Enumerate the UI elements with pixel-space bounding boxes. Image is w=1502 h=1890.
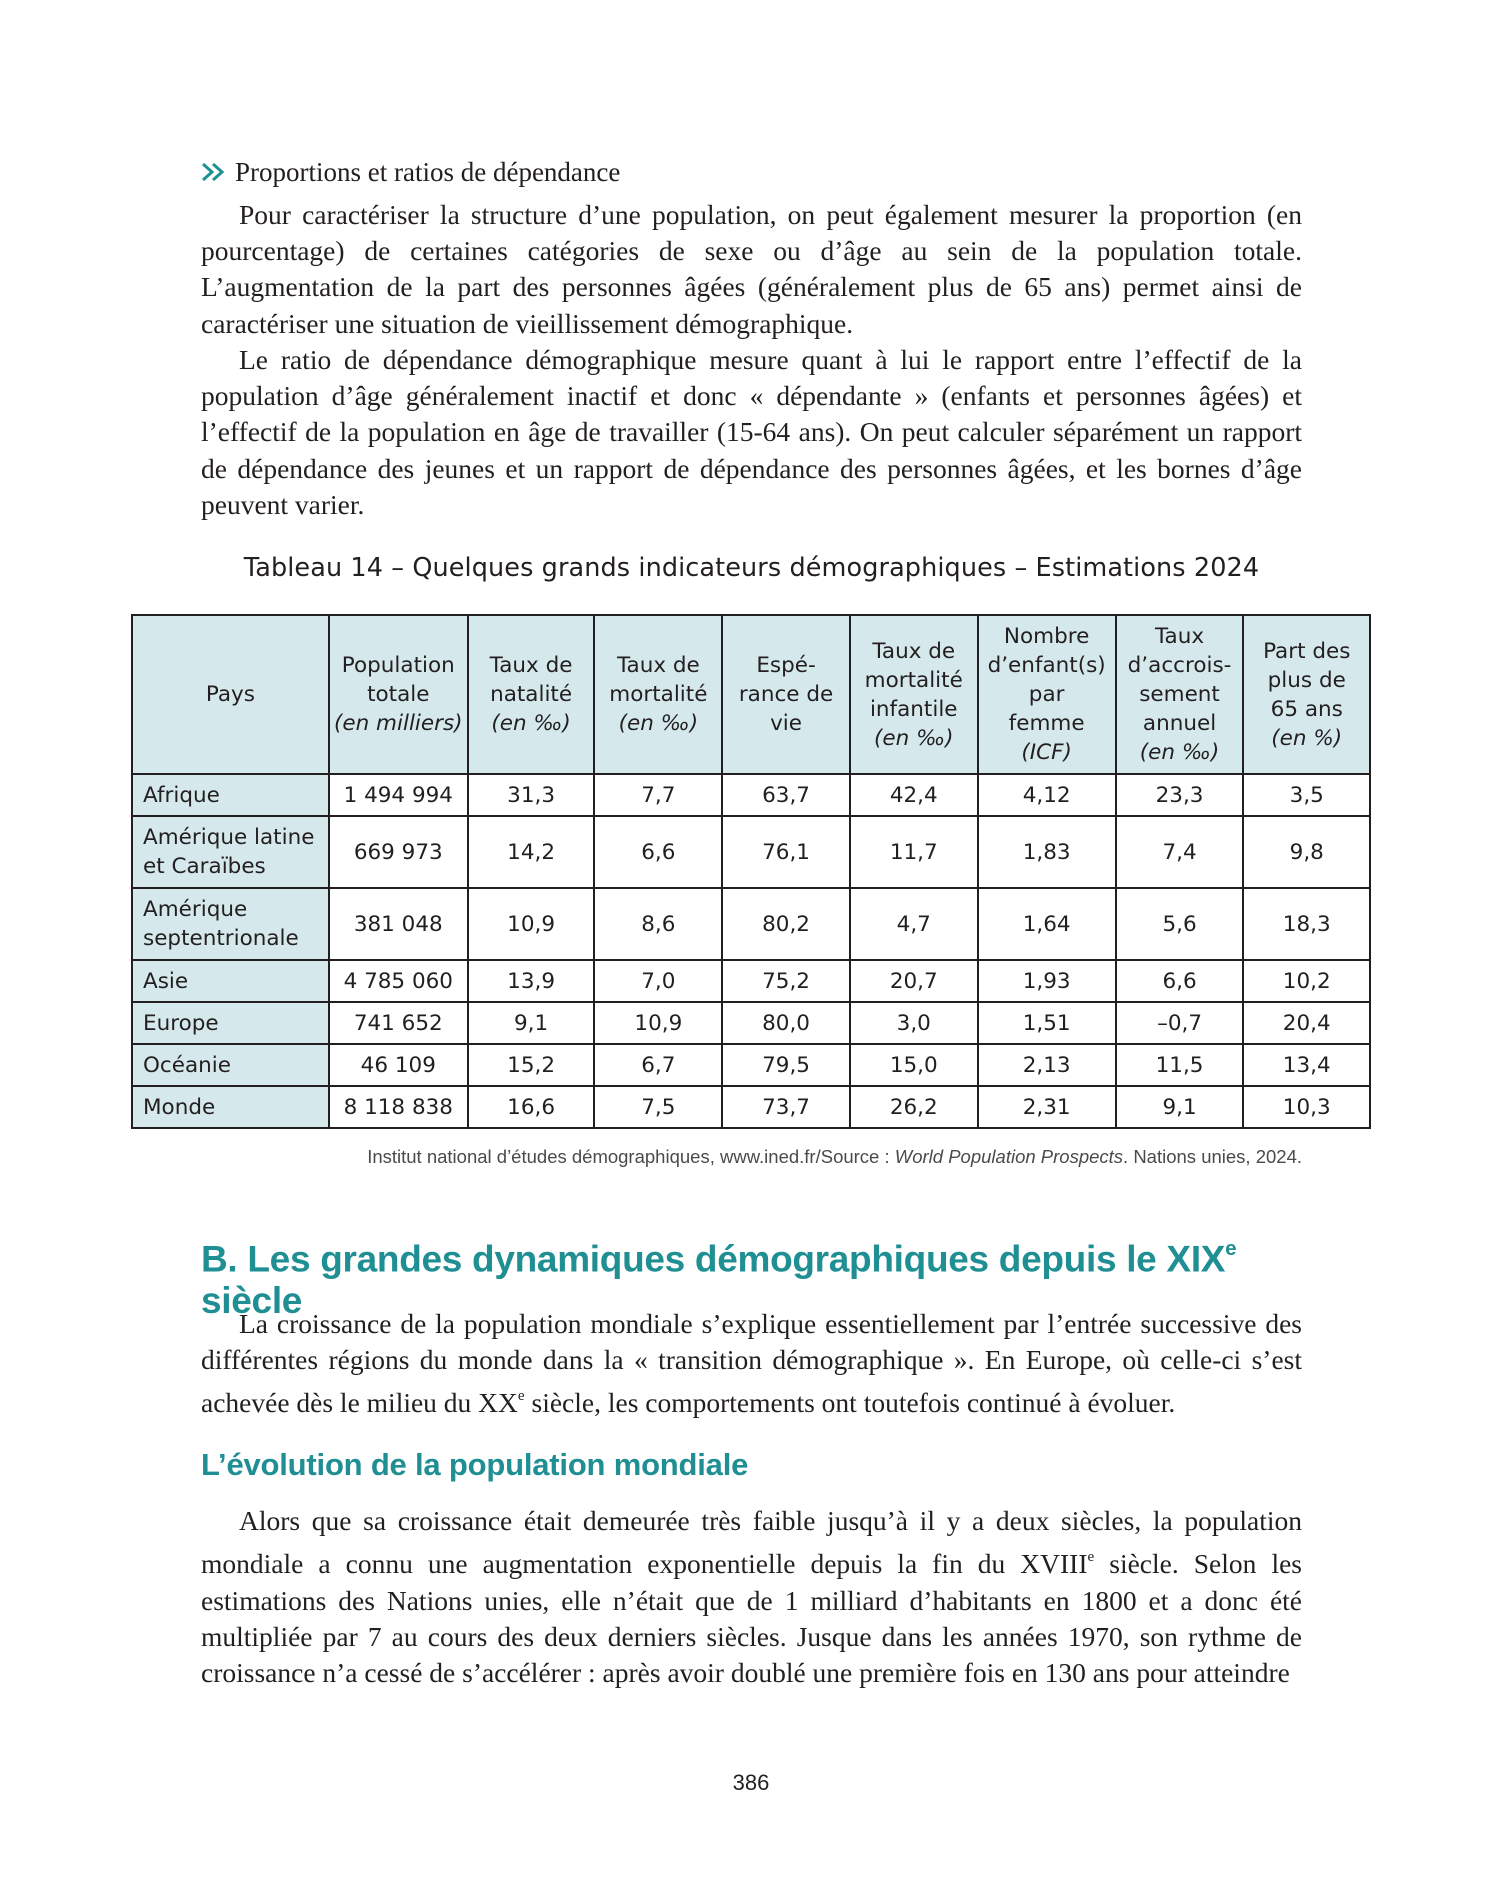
header-fertility: Nombre d’enfant(s) par femme (ICF)	[978, 615, 1116, 774]
table-caption: Tableau 14 – Quelques grands indicateurs démographiques – Estimations 2024	[243, 553, 1260, 583]
table-row	[132, 1044, 1370, 1086]
section-b-title: B. Les grandes dynamiques démographiques depuis le XIXe siècle	[201, 1238, 1237, 1322]
table-row	[132, 816, 1370, 888]
table-row	[132, 1086, 1370, 1128]
row-country: Amérique septentrionale	[132, 888, 329, 960]
cell-fertility: 1,83	[978, 816, 1116, 888]
cell-over-65: 20,4	[1243, 1002, 1370, 1044]
subsection-title: L’évolution de la population mondiale	[201, 1447, 749, 1482]
cell-growth-rate: –0,7	[1116, 1002, 1244, 1044]
table-source: Institut national d’études démographiques, www.ined.fr/Source : World Population Prospects. Nations unies, 2024.	[367, 1146, 1302, 1167]
header-over-65: Part des plus de 65 ans (en %)	[1243, 615, 1370, 774]
cell-infant-mortality: 4,7	[850, 888, 978, 960]
double-chevron-icon	[201, 161, 227, 183]
cell-over-65: 3,5	[1243, 774, 1370, 816]
demographic-indicators-table	[131, 614, 1371, 1129]
header-life-expectancy: Espé- rance de vie	[722, 615, 850, 774]
cell-growth-rate: 5,6	[1116, 888, 1244, 960]
cell-birth-rate: 15,2	[468, 1044, 595, 1086]
header-country: Pays	[132, 615, 329, 774]
cell-population: 381 048	[329, 888, 468, 960]
cell-birth-rate: 10,9	[468, 888, 595, 960]
cell-infant-mortality: 15,0	[850, 1044, 978, 1086]
paragraph-growth: La croissance de la population mondiale s’explique essentiellement par l’entrée successive des différentes régions du monde dans la « transition démographique ». En Europe, où celle-ci s’est achevée dès le milieu du XXe siècle, les comportements ont toutefois continué à évoluer.	[201, 1308, 1302, 1419]
header-mortality-rate: Taux de mortalité (en ‰)	[594, 615, 722, 774]
cell-over-65: 10,2	[1243, 960, 1370, 1002]
cell-mortality-rate: 7,7	[594, 774, 722, 816]
cell-life-expectancy: 79,5	[722, 1044, 850, 1086]
cell-fertility: 2,13	[978, 1044, 1116, 1086]
cell-population: 46 109	[329, 1044, 468, 1086]
cell-growth-rate: 11,5	[1116, 1044, 1244, 1086]
cell-growth-rate: 9,1	[1116, 1086, 1244, 1128]
table-row	[132, 960, 1370, 1002]
cell-birth-rate: 9,1	[468, 1002, 595, 1044]
table-row	[132, 1002, 1370, 1044]
cell-over-65: 9,8	[1243, 816, 1370, 888]
cell-birth-rate: 16,6	[468, 1086, 595, 1128]
cell-life-expectancy: 80,2	[722, 888, 850, 960]
table-row	[132, 774, 1370, 816]
cell-over-65: 10,3	[1243, 1086, 1370, 1128]
cell-birth-rate: 31,3	[468, 774, 595, 816]
cell-fertility: 1,93	[978, 960, 1116, 1002]
cell-infant-mortality: 26,2	[850, 1086, 978, 1128]
table-header-row	[132, 615, 1370, 774]
paragraph-proportions: Pour caractériser la structure d’une population, on peut également mesurer la proportion (en pourcentage) de certaines catégories de sexe ou d’âge au sein de la population totale. L’augmentation de la part des personnes âgées (généralement plus de 65 ans) permet ainsi de caractériser une situation de vieillissement démographique.	[201, 199, 1302, 339]
header-birth-rate: Taux de natalité (en ‰)	[468, 615, 595, 774]
cell-birth-rate: 13,9	[468, 960, 595, 1002]
row-country: Europe	[132, 1002, 329, 1044]
header-population: Population totale (en milliers)	[329, 615, 468, 774]
cell-growth-rate: 7,4	[1116, 816, 1244, 888]
cell-infant-mortality: 3,0	[850, 1002, 978, 1044]
cell-life-expectancy: 80,0	[722, 1002, 850, 1044]
cell-population: 741 652	[329, 1002, 468, 1044]
cell-life-expectancy: 76,1	[722, 816, 850, 888]
sub-heading	[201, 152, 1302, 192]
cell-fertility: 1,51	[978, 1002, 1116, 1044]
cell-population: 8 118 838	[329, 1086, 468, 1128]
cell-life-expectancy: 75,2	[722, 960, 850, 1002]
cell-life-expectancy: 63,7	[722, 774, 850, 816]
row-country: Monde	[132, 1086, 329, 1128]
cell-population: 4 785 060	[329, 960, 468, 1002]
cell-growth-rate: 6,6	[1116, 960, 1244, 1002]
cell-mortality-rate: 7,0	[594, 960, 722, 1002]
cell-fertility: 4,12	[978, 774, 1116, 816]
cell-over-65: 13,4	[1243, 1044, 1370, 1086]
cell-infant-mortality: 20,7	[850, 960, 978, 1002]
paragraph-world-population: Alors que sa croissance était demeurée très faible jusqu’à il y a deux siècles, la population mondiale a connu une augmentation exponentielle depuis la fin du XVIIIe siècle. Selon les estimations des Nations unies, elle n’était que de 1 milliard d’habitants en 1800 et a donc été multipliée par 7 au cours des deux derniers siècles. Jusque dans les années 1970, son rythme de croissance n’a cessé de s’accélérer : après avoir doublé une première fois en 130 ans pour atteindre	[201, 1505, 1302, 1688]
cell-growth-rate: 23,3	[1116, 774, 1244, 816]
cell-infant-mortality: 42,4	[850, 774, 978, 816]
cell-fertility: 2,31	[978, 1086, 1116, 1128]
row-country: Océanie	[132, 1044, 329, 1086]
cell-birth-rate: 14,2	[468, 816, 595, 888]
table-row	[132, 888, 1370, 960]
cell-infant-mortality: 11,7	[850, 816, 978, 888]
row-country: Afrique	[132, 774, 329, 816]
cell-population: 669 973	[329, 816, 468, 888]
row-country: Asie	[132, 960, 329, 1002]
source-title: World Population Prospects	[894, 1146, 1124, 1167]
cell-mortality-rate: 6,7	[594, 1044, 722, 1086]
cell-mortality-rate: 7,5	[594, 1086, 722, 1128]
cell-mortality-rate: 8,6	[594, 888, 722, 960]
paragraph-dependency-ratio: Le ratio de dépendance démographique mesure quant à lui le rapport entre l’effectif de la population d’âge généralement inactif et donc « dépendante » (enfants et personnes âgées) et l’effectif de la population en âge de travailler (15-64 ans). On peut calculer séparément un rapport de dépendance des jeunes et un rapport de dépendance des personnes âgées, et les bornes d’âge peuvent varier.	[201, 344, 1302, 520]
header-infant-mortality: Taux de mortalité infantile (en ‰)	[850, 615, 978, 774]
cell-mortality-rate: 10,9	[594, 1002, 722, 1044]
cell-fertility: 1,64	[978, 888, 1116, 960]
header-growth-rate: Taux d’accrois- sement annuel (en ‰)	[1116, 615, 1244, 774]
cell-life-expectancy: 73,7	[722, 1086, 850, 1128]
cell-over-65: 18,3	[1243, 888, 1370, 960]
row-country: Amérique latine et Caraïbes	[132, 816, 329, 888]
sub-heading-text: Proportions et ratios de dépendance	[235, 156, 621, 187]
page-number: 386	[732, 1770, 770, 1795]
cell-population: 1 494 994	[329, 774, 468, 816]
cell-mortality-rate: 6,6	[594, 816, 722, 888]
